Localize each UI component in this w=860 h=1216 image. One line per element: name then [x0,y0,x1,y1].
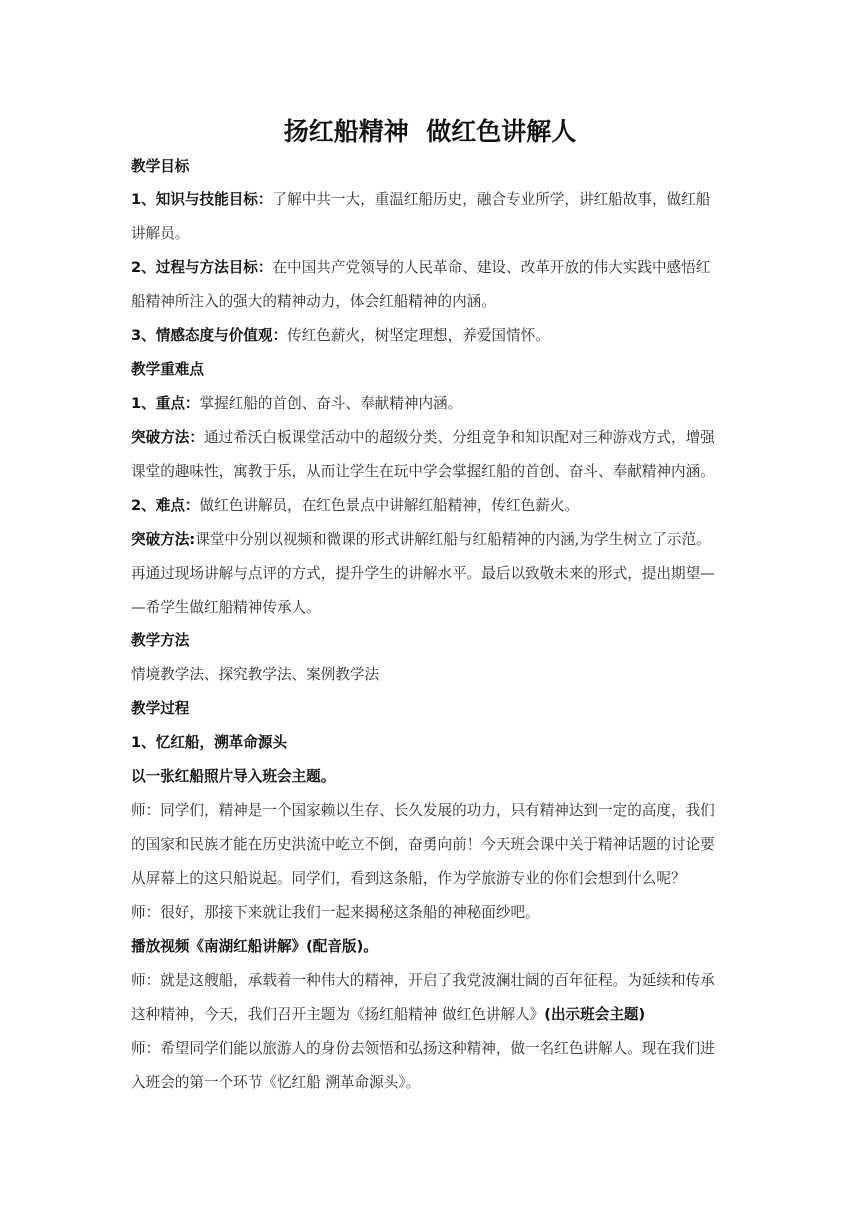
paragraph-line: 情境教学法、探究教学法、案例教学法 [131,666,380,683]
paragraph-line: 从屏幕上的这只船说起。同学们，看到这条船，作为学旅游专业的你们会想到什么呢？ [131,870,686,887]
line-label: 1、重点： [131,395,200,412]
line-text: 传红色薪火，树坚定理想，养爱国情怀。 [287,327,550,344]
heading-teaching-goals: 教学目标 [131,158,190,175]
paragraph-line: 入班会的第一个环节《忆红船 溯革命源头》。 [131,1074,421,1091]
line-label: 2、难点： [131,497,200,514]
paragraph-line [131,258,731,278]
paragraph-line [131,326,731,346]
paragraph-line: 的国家和民族才能在历史洪流中屹立不倒，奋勇向前！今天班会课中关于精神话题的讨论要 [131,836,715,853]
line-text: 掌握红船的首创、奋斗、奉献精神内涵。 [199,395,463,412]
line-label: 2、过程与方法目标： [131,259,273,276]
paragraph-line [131,530,731,550]
paragraph-line: 师：希望同学们能以旅游人的身份去领悟和弘扬这种精神，做一名红色讲解人。现在我们进 [131,1040,715,1057]
line-text: 通过希沃白板课堂活动中的超级分类、分组竞争和知识配对三种游戏方式，增强 [203,429,715,446]
paragraph-line: 讲解员。 [131,225,190,242]
paragraph-line: 师：很好，那接下来就让我们一起来揭秘这条船的神秘面纱吧。 [131,904,540,921]
paragraph-line: 师：同学们，精神是一个国家赖以生存、长久发展的功力，只有精神达到一定的高度，我们 [131,802,715,819]
paragraph-line: 船精神所注入的强大的精神动力，体会红船精神的内涵。 [131,293,496,310]
line-label: 突破方法: [131,531,196,548]
line-suffix: (出示班会主题) [544,1006,646,1023]
line-text: 在中国共产党领导的人民革命、建设、改革开放的伟大实践中感悟红 [272,259,711,276]
subheading-intro: 以一张红船照片导入班会主题。 [131,768,336,785]
line-text: 做红色讲解员，在红色景点中讲解红船精神，传红色薪火。 [199,497,579,514]
line-text: 这种精神，今天，我们召开主题为《扬红船精神 做红色讲解人》 [131,1006,545,1023]
line-label: 1、知识与技能目标： [131,191,273,208]
paragraph-line [131,1005,731,1025]
line-text: 了解中共一大，重温红船历史，融合专业所学，讲红船故事，做红船 [272,191,711,208]
line-label: 3、情感态度与价值观： [131,327,288,344]
paragraph-line: —希学生做红船精神传承人。 [131,599,321,616]
paragraph-line: 课堂的趣味性，寓教于乐，从而让学生在玩中学会掌握红船的首创、奋斗、奉献精神内涵。 [131,463,715,480]
line-text: 课堂中分别以视频和微课的形式讲解红船与红船精神的内涵,为学生树立了示范。 [195,531,711,548]
heading-teaching-process: 教学过程 [131,700,190,717]
paragraph-line [131,190,731,210]
document-title: 扬红船精神 做红色讲解人 [283,117,577,146]
paragraph-line [131,394,731,414]
paragraph-line [131,496,731,516]
paragraph-line: 再通过现场讲解与点评的方式，提升学生的讲解水平。最后以致敬未来的形式，提出期望— [131,565,715,582]
subheading-section-1: 1、忆红船，溯革命源头 [131,734,288,751]
heading-teaching-methods: 教学方法 [131,632,190,649]
heading-key-points: 教学重难点 [131,361,204,378]
paragraph-line: 师：就是这艘船，承载着一种伟大的精神，开启了我党波澜壮阔的百年征程。为延续和传承 [131,972,715,989]
subheading-video: 播放视频《南湖红船讲解》(配音版)。 [131,938,378,955]
paragraph-line [131,428,731,448]
line-label: 突破方法： [131,429,204,446]
